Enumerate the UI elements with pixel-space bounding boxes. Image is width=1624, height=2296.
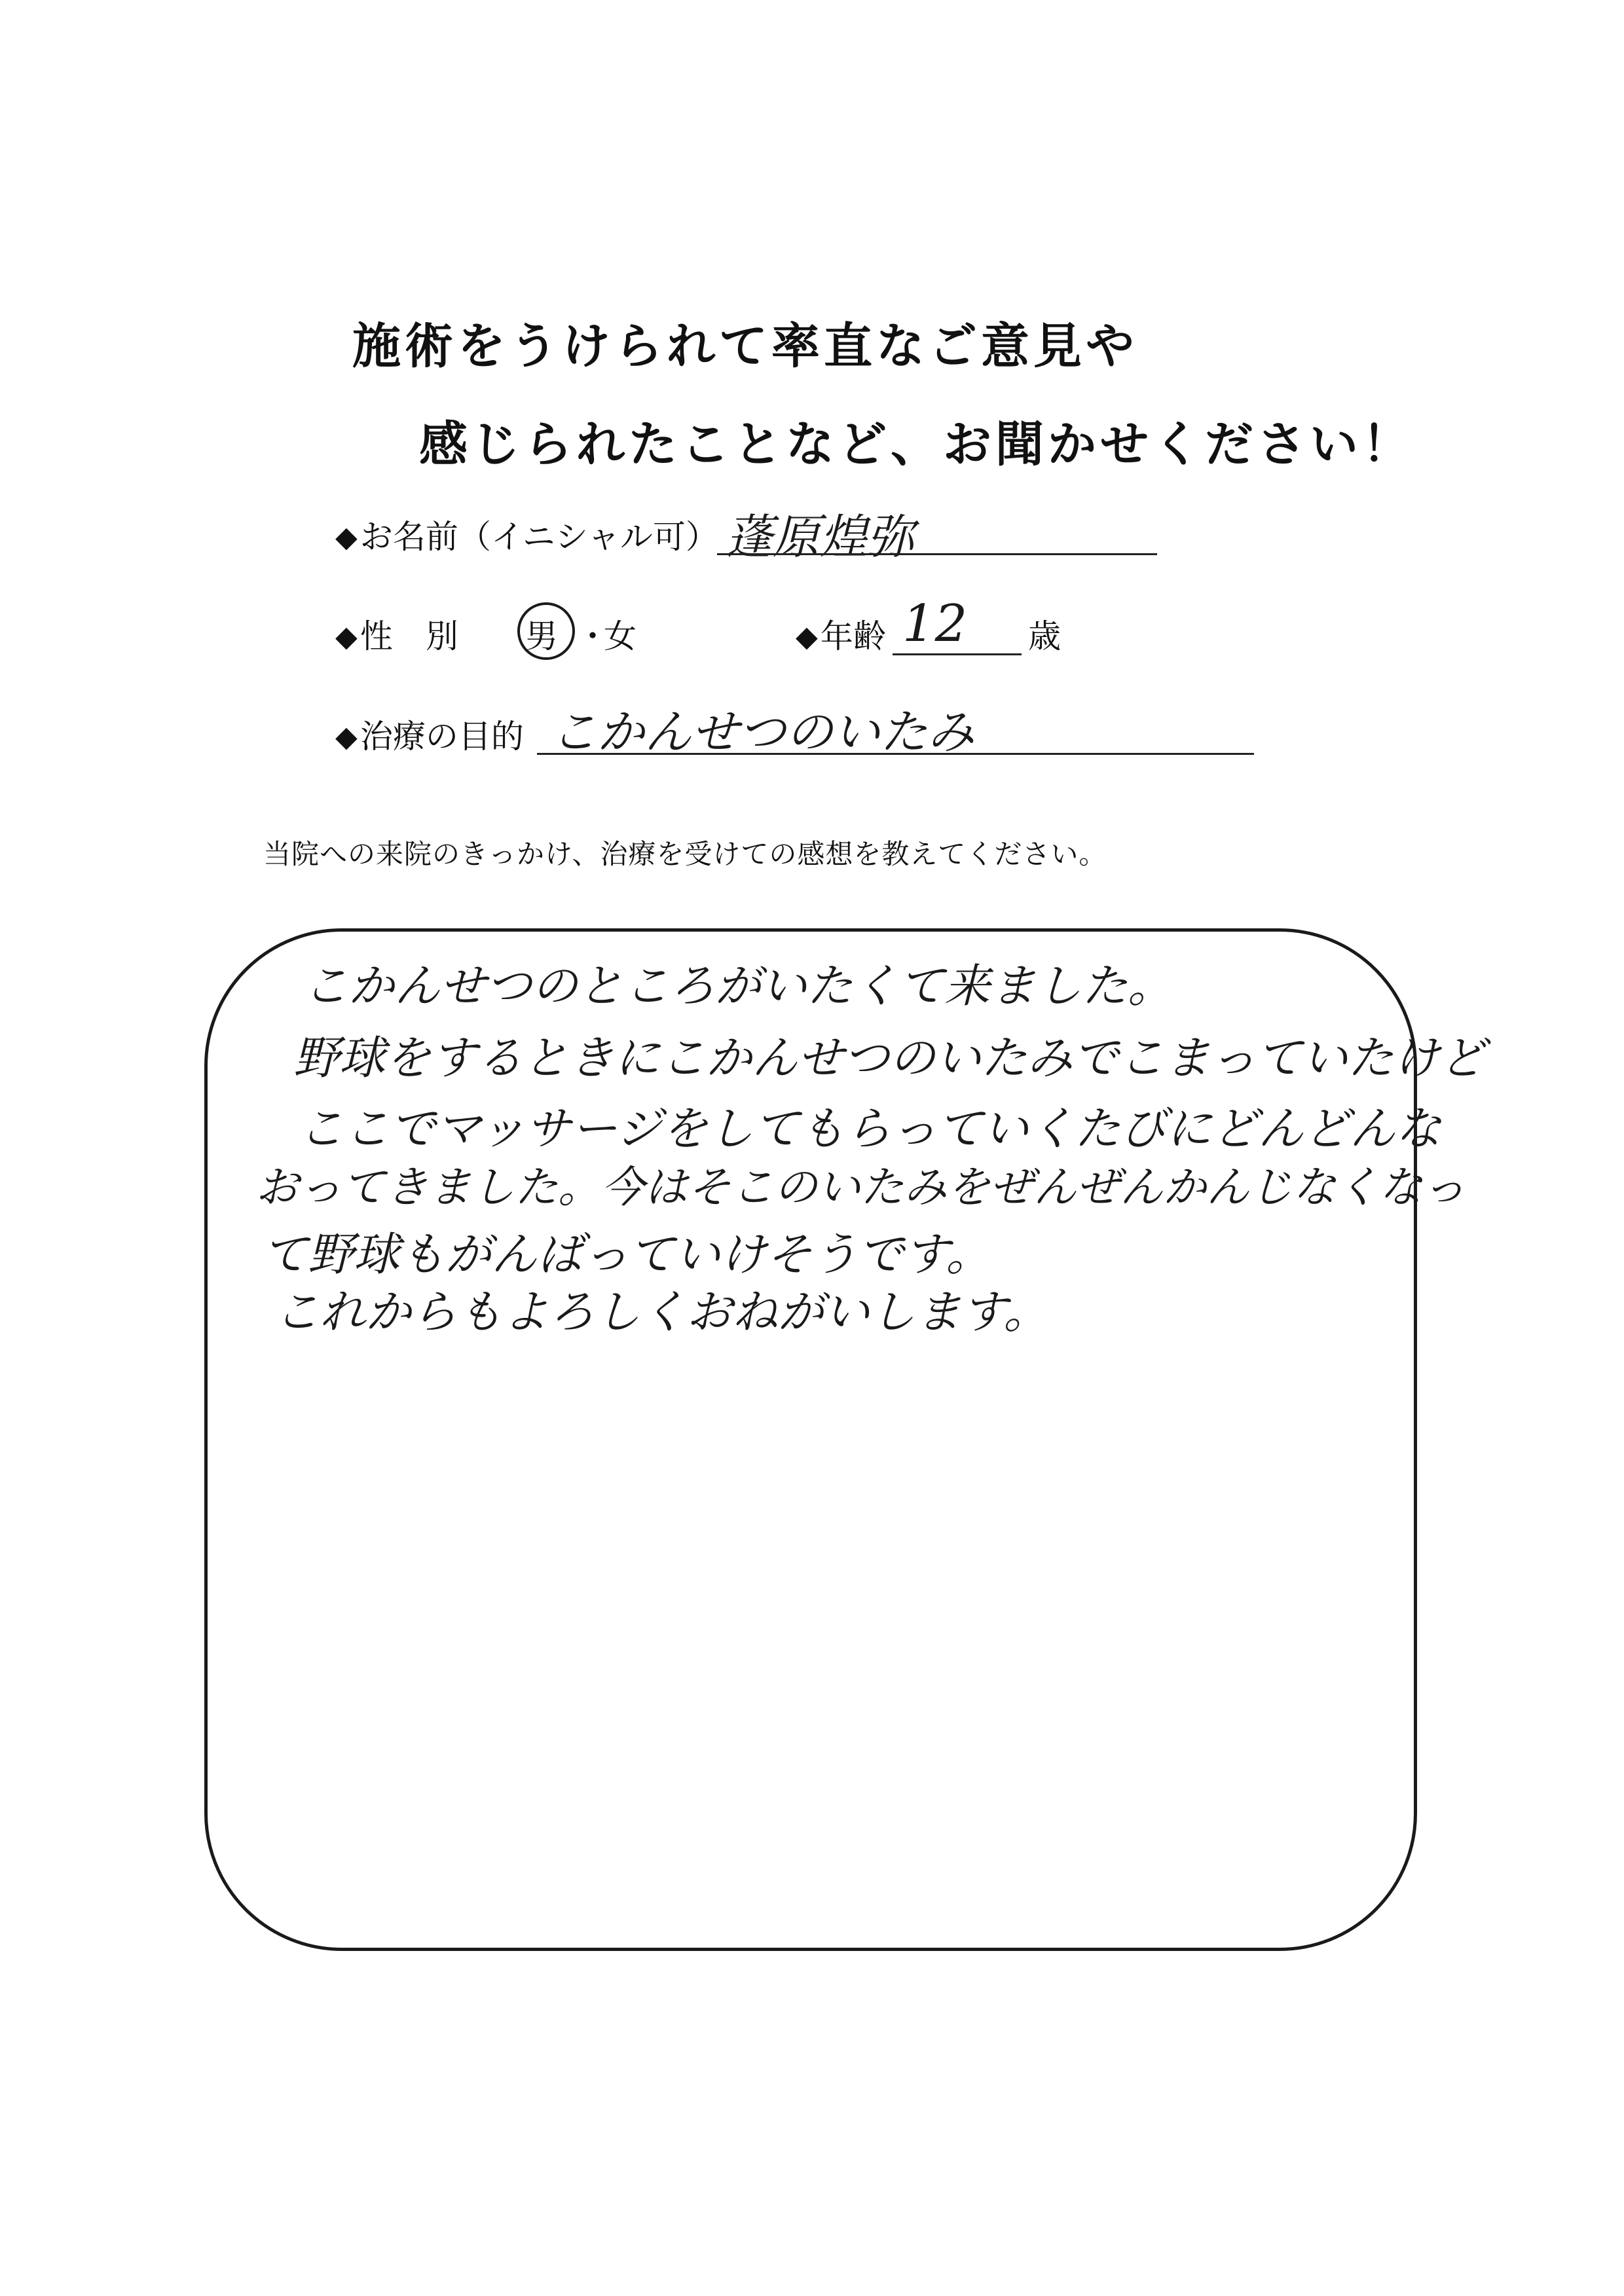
- comment-line: 野球をするときにこかんせつのいたみでこまっていたけど: [293, 1031, 1485, 1085]
- purpose-field-label: [335, 710, 524, 757]
- purpose-handwritten-value: こかんせつのいたみ: [550, 704, 975, 759]
- comment-line: て野球もがんばっていけそうです。: [262, 1228, 992, 1281]
- gender-option-male: 男: [525, 617, 558, 655]
- gender-separator: ・: [576, 617, 609, 655]
- name-handwritten-value: 蓬原煌弥: [726, 509, 915, 564]
- diamond-bullet-icon: ◆: [335, 720, 358, 754]
- comment-line: こかんせつのところがいたくて来ました。: [303, 959, 1173, 1013]
- purpose-label-text: 治療の目的: [360, 718, 524, 756]
- gender-option-female: 女: [604, 617, 637, 655]
- age-field-label: [796, 610, 886, 657]
- comment-line: ここでマッサージをしてもらっていくたびにどんどんな: [298, 1102, 1441, 1156]
- page-title-line-2: 感じられたことなど、お聞かせください！: [419, 416, 1414, 473]
- age-underline: [893, 653, 1022, 655]
- name-label-text: お名前（イニシャル可）: [360, 518, 718, 556]
- page-title-line-1: 施術をうけられて率直なご意見や: [352, 318, 1138, 374]
- name-field-label: [335, 511, 718, 558]
- age-handwritten-value: 12: [902, 594, 968, 653]
- purpose-underline: [537, 753, 1254, 755]
- age-unit: 歳: [1028, 617, 1061, 655]
- diamond-bullet-icon: ◆: [335, 520, 358, 554]
- diamond-bullet-icon: ◆: [335, 620, 358, 653]
- gender-label-text: 性 別: [360, 617, 458, 655]
- comment-line: おってきました。今はそこのいたみをぜんぜんかんじなくなっ: [255, 1162, 1466, 1212]
- comment-prompt: 当院への来院のきっかけ、治療を受けての感想を教えてください。: [263, 838, 1107, 870]
- gender-field-label: [335, 610, 458, 657]
- comment-line: これからもよろしくおねがいします。: [274, 1285, 1050, 1339]
- name-underline: [717, 553, 1157, 555]
- diamond-bullet-icon: ◆: [796, 620, 818, 653]
- age-label-text: 年齢: [820, 617, 886, 655]
